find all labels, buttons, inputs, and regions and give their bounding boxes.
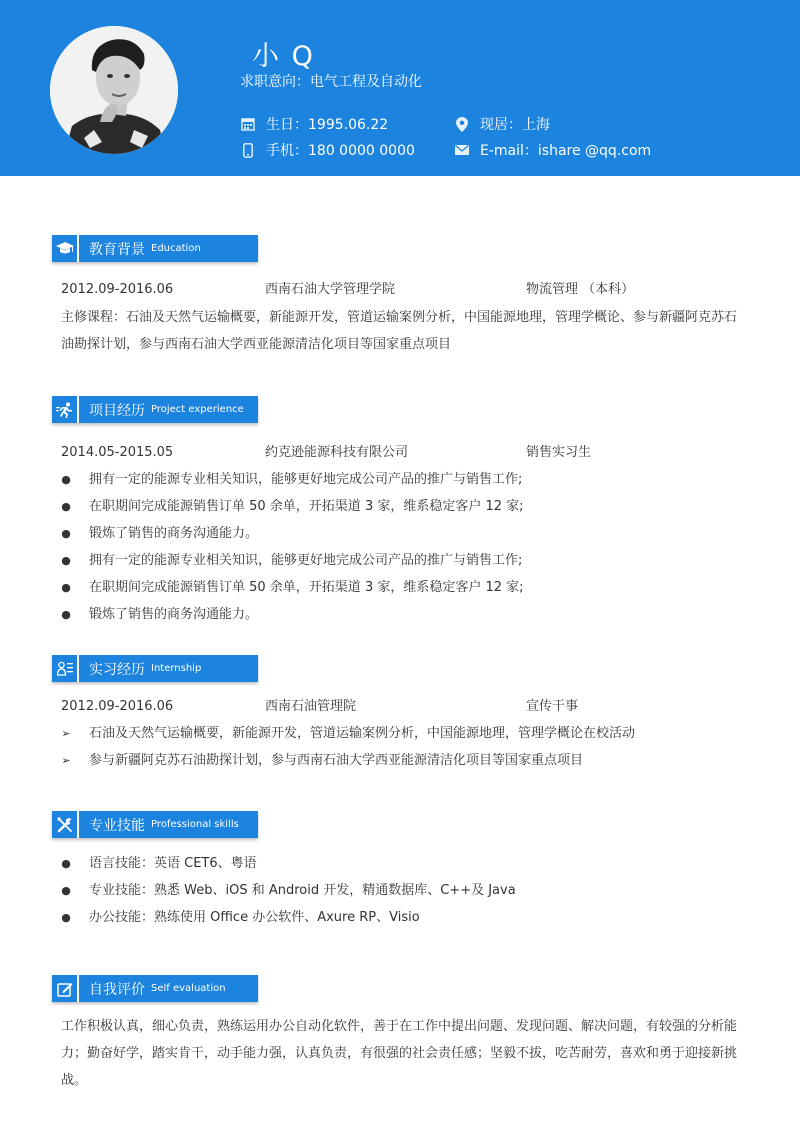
section-title-cn: 自我评价 <box>89 981 145 998</box>
bullet-icon: ● <box>61 554 71 567</box>
job-intention: 求职意向：电气工程及自动化 <box>240 74 422 90</box>
section-header-skills <box>52 811 258 838</box>
list-item: ● 办公技能：熟练使用 Office 办公软件、Axure RP、Visio <box>61 908 741 928</box>
project-role: 销售实习生 <box>526 445 592 460</box>
internship-row <box>61 697 751 717</box>
list-item: ● 专业技能：熟悉 Web、iOS 和 Android 开发，精通数据库、C++及 Java <box>61 881 741 901</box>
project-row <box>61 443 751 463</box>
runner-icon <box>52 396 79 423</box>
education-row <box>61 280 751 300</box>
edit-icon <box>52 975 79 1002</box>
section-title-en: Internship <box>151 663 202 674</box>
education-major: 物流管理 （本科） <box>526 282 635 297</box>
section-title-cn: 教育背景 <box>89 241 145 258</box>
self-evaluation-text: 工作积极认真，细心负责，熟练运用办公自动化软件，善于在工作中提出问题、发现问题、解决问题，有较强的分析能力；勤奋好学，踏实肯干，动手能力强，认真负责，有很强的社会责任感；坚毅不拔，吃苦耐劳，喜欢和勇于迎接新挑战。 <box>61 1019 738 1088</box>
section-title-en: Professional skills <box>151 819 239 830</box>
list-item: ● 锻炼了销售的商务沟通能力。 <box>61 524 741 544</box>
phone-info <box>240 140 415 160</box>
list-item: ➢ 石油及天然气运输概要，新能源开发，管道运输案例分析，中国能源地理，管理学概论在校活动 <box>61 724 741 744</box>
email-info <box>454 140 651 160</box>
person-list-icon <box>52 655 79 682</box>
section-title-en: Education <box>151 243 201 254</box>
section-title-cn: 项目经历 <box>89 402 145 419</box>
list-item: ● 语言技能：英语 CET6、粤语 <box>61 854 741 874</box>
phone-text: 手机：180 0000 0000 <box>266 143 415 159</box>
residence-info <box>454 114 550 134</box>
mail-icon <box>454 142 470 158</box>
section-title-cn: 实习经历 <box>89 661 145 678</box>
section-header-education <box>52 235 258 262</box>
arrow-bullet-icon: ➢ <box>61 727 71 740</box>
project-period: 2014.05-2015.05 <box>61 445 174 460</box>
section-title-en: Project experience <box>151 404 244 415</box>
bullet-icon: ● <box>61 884 71 897</box>
section-title-en: Self evaluation <box>151 983 226 994</box>
residence-text: 现居：上海 <box>480 117 550 133</box>
internship-org: 西南石油管理院 <box>265 699 357 714</box>
section-header-internship <box>52 655 258 682</box>
location-pin-icon <box>454 116 470 132</box>
birthday-info <box>240 114 388 134</box>
list-item: ● 在职期间完成能源销售订单 50 余单，开拓渠道 3 家，维系稳定客户 12 家; <box>61 497 741 517</box>
education-school: 西南石油大学管理学院 <box>265 282 396 297</box>
list-item: ● 拥有一定的能源专业相关知识，能够更好地完成公司产品的推广与销售工作; <box>61 470 741 490</box>
bullet-icon: ● <box>61 581 71 594</box>
bullet-icon: ● <box>61 500 71 513</box>
candidate-name: 小 Q <box>252 41 315 72</box>
list-item: ● 拥有一定的能源专业相关知识，能够更好地完成公司产品的推广与销售工作; <box>61 551 741 571</box>
project-company: 约克逊能源科技有限公司 <box>265 445 409 460</box>
bullet-icon: ● <box>61 473 71 486</box>
internship-period: 2012.09-2016.06 <box>61 699 174 714</box>
email-text: E-mail：ishare @qq.com <box>480 143 652 159</box>
birthday-text: 生日：1995.06.22 <box>266 117 389 133</box>
avatar <box>50 26 178 154</box>
internship-role: 宣传干事 <box>526 699 579 714</box>
list-item: ● 锻炼了销售的商务沟通能力。 <box>61 605 741 625</box>
education-period: 2012.09-2016.06 <box>61 282 174 297</box>
graduation-cap-icon <box>52 235 79 262</box>
bullet-icon: ● <box>61 527 71 540</box>
section-header-self-evaluation <box>52 975 258 1002</box>
section-header-projects <box>52 396 258 423</box>
list-item: ➢ 参与新疆阿克苏石油勘探计划，参与西南石油大学西亚能源清洁化项目等国家重点项目 <box>61 751 741 771</box>
calendar-icon <box>240 116 256 132</box>
education-courses: 主修课程：石油及天然气运输概要，新能源开发，管道运输案例分析，中国能源地理，管理学概论、参与新疆阿克苏石油勘探计划，参与西南石油大学西亚能源清洁化项目等国家重点项目 <box>61 310 738 352</box>
resume-header <box>0 0 800 176</box>
bullet-icon: ● <box>61 857 71 870</box>
bullet-icon: ● <box>61 911 71 924</box>
bullet-icon: ● <box>61 608 71 621</box>
list-item: ● 在职期间完成能源销售订单 50 余单，开拓渠道 3 家，维系稳定客户 12 家; <box>61 578 741 598</box>
arrow-bullet-icon: ➢ <box>61 754 71 767</box>
section-title-cn: 专业技能 <box>89 817 145 834</box>
tools-icon <box>52 811 79 838</box>
phone-icon <box>240 142 256 158</box>
